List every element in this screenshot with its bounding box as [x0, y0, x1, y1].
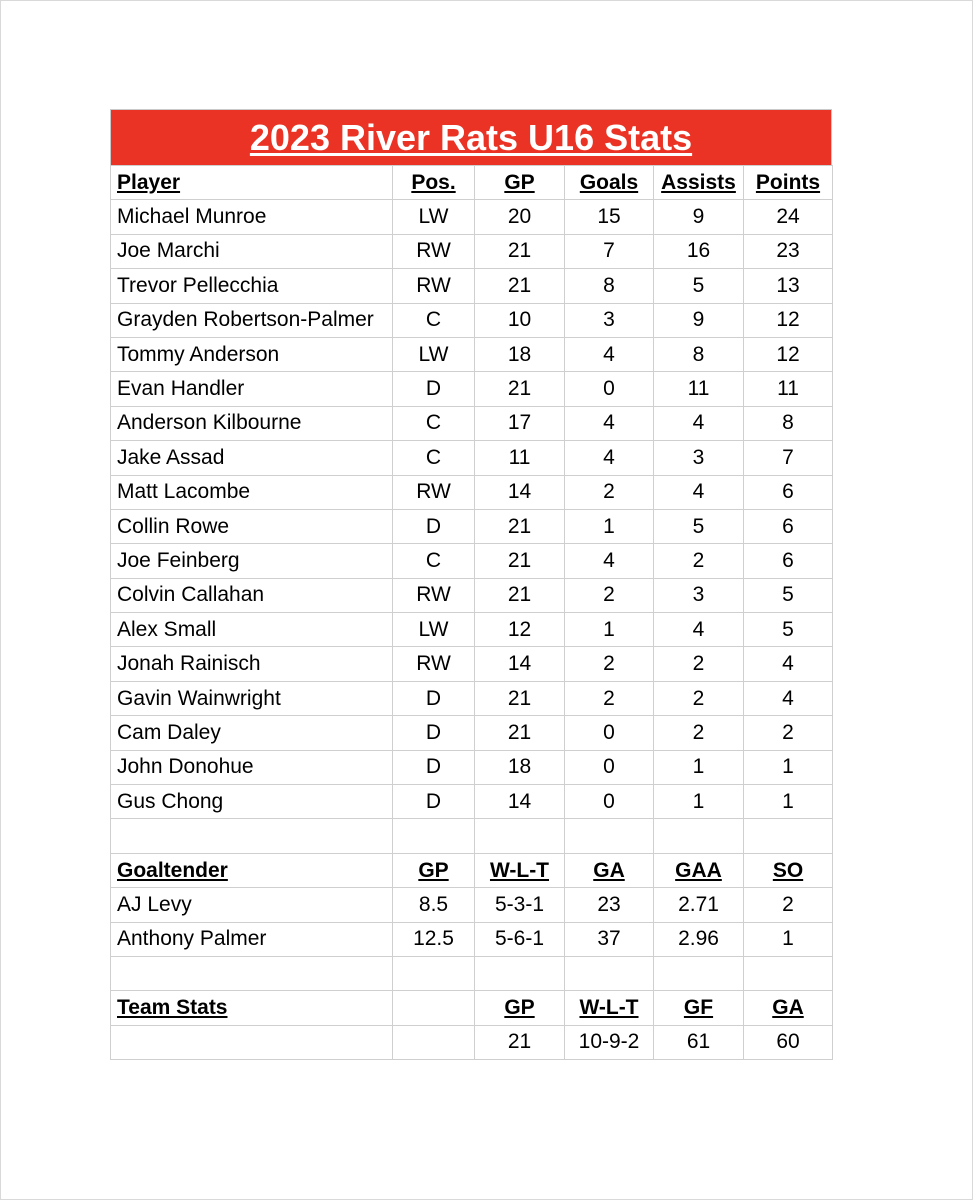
table-cell	[393, 956, 475, 990]
table-cell: 2	[654, 681, 744, 715]
table-cell	[393, 1025, 475, 1059]
table-cell: 18	[475, 337, 565, 371]
table-cell: 6	[744, 475, 833, 509]
column-header: Pos.	[393, 166, 475, 200]
skater-row	[111, 750, 833, 784]
page-title: 2023 River Rats U16 Stats	[249, 116, 693, 158]
table-cell: 4	[744, 647, 833, 681]
table-cell: 5	[744, 578, 833, 612]
table-cell: D	[393, 750, 475, 784]
table-cell: Joe Feinberg	[111, 544, 393, 578]
column-header: W-L-T	[475, 853, 565, 887]
table-cell: 12	[744, 303, 833, 337]
table-cell: 8.5	[393, 888, 475, 922]
table-cell: 0	[565, 716, 654, 750]
table-cell: 2	[654, 544, 744, 578]
table-cell: 5-6-1	[475, 922, 565, 956]
table-cell: John Donohue	[111, 750, 393, 784]
table-cell: 1	[744, 922, 833, 956]
table-cell: 4	[565, 441, 654, 475]
table-cell: C	[393, 544, 475, 578]
stats-table-body	[111, 166, 833, 1060]
skater-row	[111, 372, 833, 406]
table-cell: 2.71	[654, 888, 744, 922]
column-header: SO	[744, 853, 833, 887]
table-cell: 18	[475, 750, 565, 784]
table-cell: Jake Assad	[111, 441, 393, 475]
stats-sheet	[110, 109, 832, 1060]
goalie-header-row	[111, 853, 833, 887]
skater-row	[111, 578, 833, 612]
skater-row	[111, 647, 833, 681]
skater-row	[111, 337, 833, 371]
table-cell: 2.96	[654, 922, 744, 956]
goalie-row	[111, 888, 833, 922]
column-header: Points	[744, 166, 833, 200]
table-cell	[744, 956, 833, 990]
table-cell: LW	[393, 200, 475, 234]
table-cell: Anderson Kilbourne	[111, 406, 393, 440]
skater-row	[111, 303, 833, 337]
table-cell: Gus Chong	[111, 785, 393, 819]
table-cell: 12	[744, 337, 833, 371]
skater-row	[111, 681, 833, 715]
table-cell: 4	[744, 681, 833, 715]
skater-row	[111, 544, 833, 578]
table-cell: 3	[654, 441, 744, 475]
column-header: W-L-T	[565, 991, 654, 1025]
table-cell	[111, 956, 393, 990]
table-cell: 14	[475, 785, 565, 819]
table-cell	[475, 819, 565, 853]
table-cell: 20	[475, 200, 565, 234]
table-cell: 17	[475, 406, 565, 440]
skater-row	[111, 785, 833, 819]
table-cell: 5	[744, 613, 833, 647]
skater-row	[111, 509, 833, 543]
table-cell: LW	[393, 613, 475, 647]
table-cell: 1	[654, 785, 744, 819]
skater-row	[111, 269, 833, 303]
table-cell: 37	[565, 922, 654, 956]
table-cell: 7	[565, 234, 654, 268]
table-cell: Joe Marchi	[111, 234, 393, 268]
table-cell: 23	[744, 234, 833, 268]
table-cell: Collin Rowe	[111, 509, 393, 543]
table-cell: 5-3-1	[475, 888, 565, 922]
table-cell: 1	[744, 750, 833, 784]
table-cell: 23	[565, 888, 654, 922]
skater-row	[111, 716, 833, 750]
column-header: Goals	[565, 166, 654, 200]
table-cell: 7	[744, 441, 833, 475]
table-cell: C	[393, 406, 475, 440]
table-cell: 2	[565, 681, 654, 715]
table-cell: RW	[393, 578, 475, 612]
spacer-row	[111, 819, 833, 853]
table-cell: 4	[654, 406, 744, 440]
goalie-row	[111, 922, 833, 956]
table-cell: 21	[475, 544, 565, 578]
team-row	[111, 1025, 833, 1059]
table-cell: 2	[744, 888, 833, 922]
table-cell: 1	[654, 750, 744, 784]
table-cell: 12	[475, 613, 565, 647]
table-cell: Evan Handler	[111, 372, 393, 406]
table-cell: Gavin Wainwright	[111, 681, 393, 715]
skater-row	[111, 475, 833, 509]
column-header	[393, 991, 475, 1025]
skater-row	[111, 613, 833, 647]
table-cell: RW	[393, 647, 475, 681]
column-header: Assists	[654, 166, 744, 200]
skater-row	[111, 406, 833, 440]
table-cell: LW	[393, 337, 475, 371]
stats-table	[110, 165, 833, 1060]
table-cell: Anthony Palmer	[111, 922, 393, 956]
table-cell: D	[393, 716, 475, 750]
table-cell	[111, 819, 393, 853]
table-cell	[744, 819, 833, 853]
table-cell: 4	[565, 406, 654, 440]
table-cell: Michael Munroe	[111, 200, 393, 234]
table-cell: Cam Daley	[111, 716, 393, 750]
table-cell: 21	[475, 716, 565, 750]
team-header-row	[111, 991, 833, 1025]
table-cell	[565, 956, 654, 990]
table-cell: 10-9-2	[565, 1025, 654, 1059]
table-cell: 0	[565, 785, 654, 819]
table-cell: 15	[565, 200, 654, 234]
table-cell: 21	[475, 1025, 565, 1059]
table-cell: 11	[654, 372, 744, 406]
column-header: GA	[565, 853, 654, 887]
table-cell: 1	[744, 785, 833, 819]
table-cell: RW	[393, 234, 475, 268]
table-cell: 0	[565, 372, 654, 406]
table-cell	[393, 819, 475, 853]
table-cell: 6	[744, 509, 833, 543]
table-cell: 11	[475, 441, 565, 475]
table-cell: D	[393, 509, 475, 543]
table-cell: RW	[393, 269, 475, 303]
table-cell: 4	[654, 475, 744, 509]
table-cell: 10	[475, 303, 565, 337]
table-cell: 21	[475, 372, 565, 406]
table-cell: Trevor Pellecchia	[111, 269, 393, 303]
table-cell: 21	[475, 509, 565, 543]
table-cell: 1	[565, 509, 654, 543]
table-cell: 21	[475, 269, 565, 303]
table-cell: D	[393, 372, 475, 406]
table-cell: 2	[565, 647, 654, 681]
table-cell: 21	[475, 234, 565, 268]
table-cell: Matt Lacombe	[111, 475, 393, 509]
skater-row	[111, 200, 833, 234]
table-cell: D	[393, 785, 475, 819]
table-cell: 4	[654, 613, 744, 647]
skater-row	[111, 441, 833, 475]
table-cell: 12.5	[393, 922, 475, 956]
table-cell: AJ Levy	[111, 888, 393, 922]
table-cell: 9	[654, 303, 744, 337]
table-cell: 8	[654, 337, 744, 371]
column-header: GP	[475, 166, 565, 200]
table-cell: Colvin Callahan	[111, 578, 393, 612]
table-cell: 24	[744, 200, 833, 234]
table-cell: 6	[744, 544, 833, 578]
spacer-row	[111, 956, 833, 990]
table-cell: 2	[654, 647, 744, 681]
table-cell: 3	[565, 303, 654, 337]
table-cell: RW	[393, 475, 475, 509]
table-cell: 61	[654, 1025, 744, 1059]
table-cell: Alex Small	[111, 613, 393, 647]
table-cell: 13	[744, 269, 833, 303]
table-cell: 8	[565, 269, 654, 303]
table-cell: Jonah Rainisch	[111, 647, 393, 681]
column-header: Player	[111, 166, 393, 200]
column-header: Team Stats	[111, 991, 393, 1025]
table-cell: 1	[565, 613, 654, 647]
table-cell: 11	[744, 372, 833, 406]
title-bar	[110, 109, 832, 165]
table-cell: 3	[654, 578, 744, 612]
table-cell: 14	[475, 647, 565, 681]
table-cell	[654, 956, 744, 990]
table-cell: 2	[565, 578, 654, 612]
column-header: GF	[654, 991, 744, 1025]
table-cell: 9	[654, 200, 744, 234]
table-cell	[654, 819, 744, 853]
table-cell: C	[393, 303, 475, 337]
column-header: GP	[475, 991, 565, 1025]
table-cell: Grayden Robertson-Palmer	[111, 303, 393, 337]
table-cell: 2	[744, 716, 833, 750]
column-header: GA	[744, 991, 833, 1025]
skater-header-row	[111, 166, 833, 200]
table-cell: 14	[475, 475, 565, 509]
column-header: GAA	[654, 853, 744, 887]
table-cell: 8	[744, 406, 833, 440]
table-cell: 5	[654, 269, 744, 303]
table-cell: 21	[475, 578, 565, 612]
table-cell: 4	[565, 544, 654, 578]
skater-row	[111, 234, 833, 268]
table-cell: 16	[654, 234, 744, 268]
column-header: GP	[393, 853, 475, 887]
table-cell	[475, 956, 565, 990]
table-cell: C	[393, 441, 475, 475]
table-cell: 21	[475, 681, 565, 715]
column-header: Goaltender	[111, 853, 393, 887]
table-cell: Tommy Anderson	[111, 337, 393, 371]
table-cell: D	[393, 681, 475, 715]
table-cell: 60	[744, 1025, 833, 1059]
table-cell: 0	[565, 750, 654, 784]
table-cell: 2	[565, 475, 654, 509]
table-cell	[111, 1025, 393, 1059]
table-cell	[565, 819, 654, 853]
table-cell: 5	[654, 509, 744, 543]
table-cell: 2	[654, 716, 744, 750]
table-cell: 4	[565, 337, 654, 371]
